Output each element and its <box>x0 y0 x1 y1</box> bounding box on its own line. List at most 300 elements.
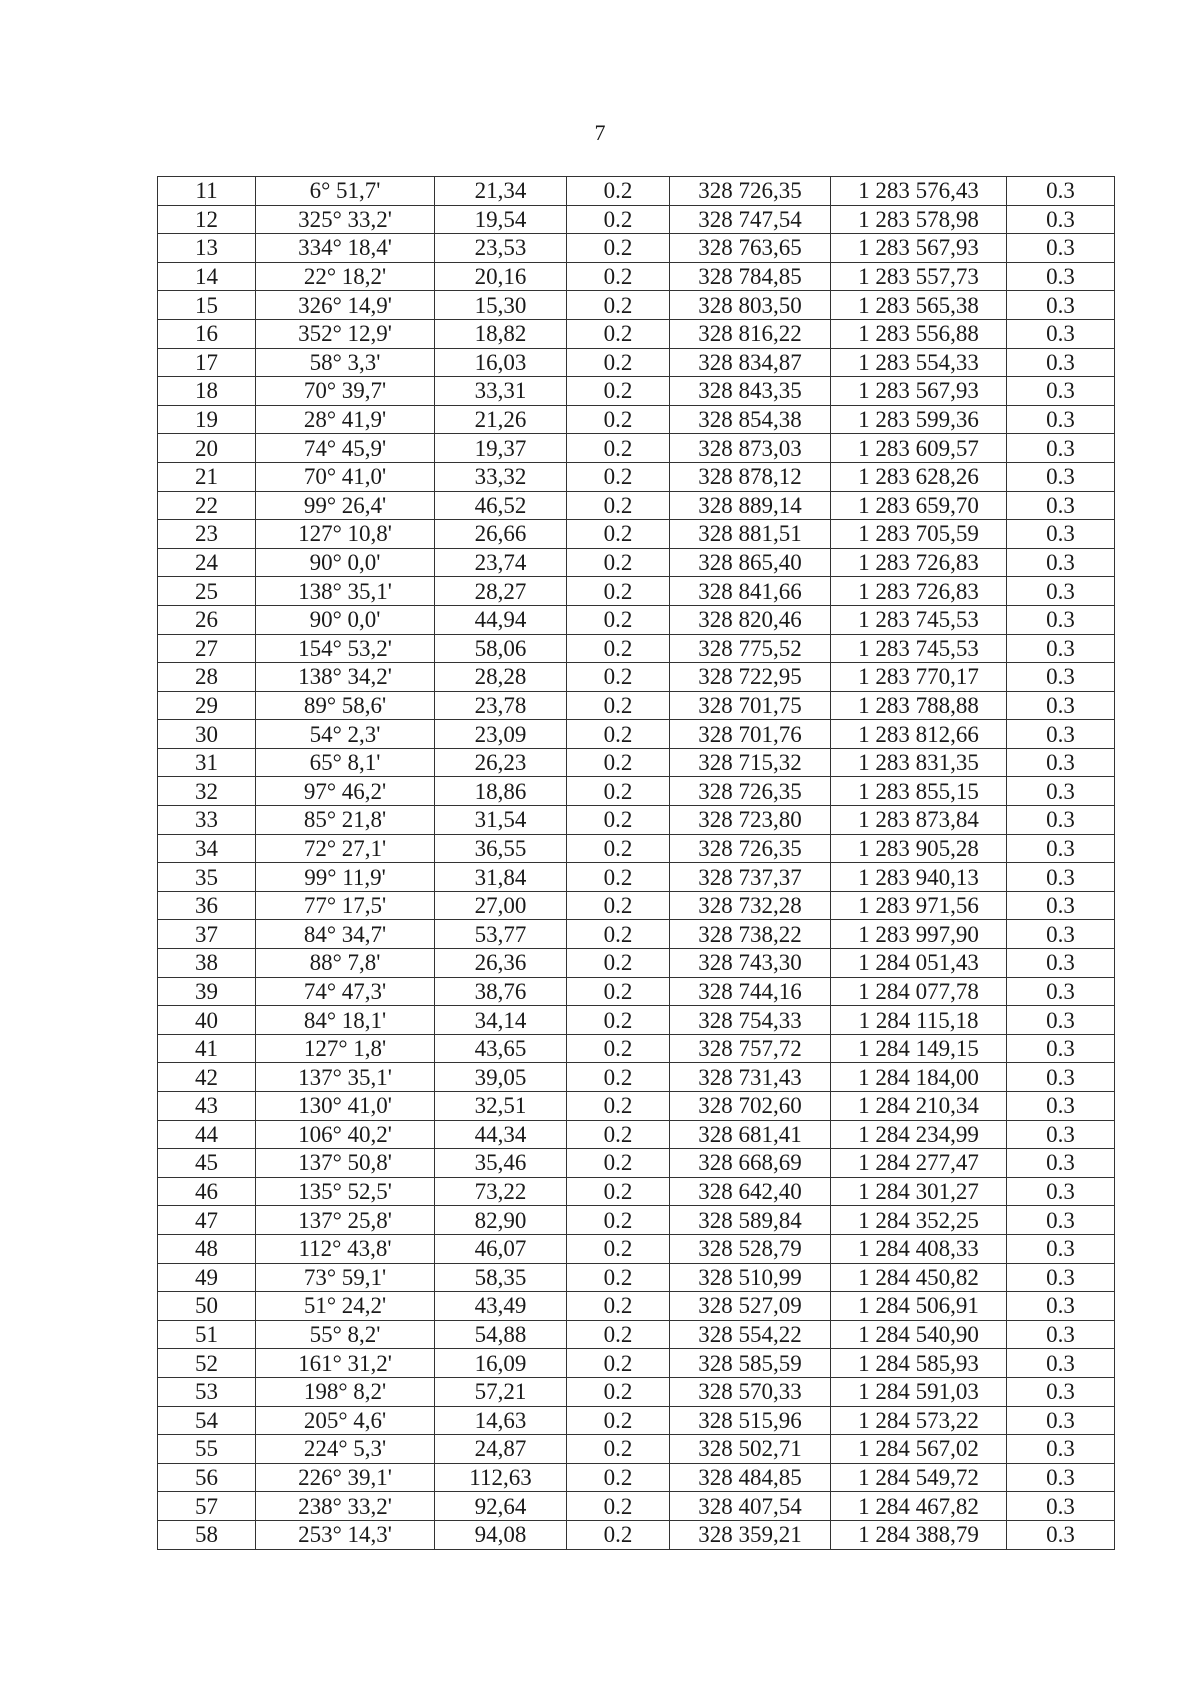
y-coordinate-cell: 1 284 585,93 <box>831 1349 1007 1378</box>
y-coordinate-cell: 1 284 540,90 <box>831 1320 1007 1349</box>
position-error-cell: 0.3 <box>1007 234 1115 263</box>
length-cell: 46,52 <box>435 491 567 520</box>
direction-angle-cell: 88° 7,8' <box>256 949 435 978</box>
y-coordinate-cell: 1 284 301,27 <box>831 1177 1007 1206</box>
table-row <box>158 1377 1115 1406</box>
direction-angle-cell: 54° 2,3' <box>256 720 435 749</box>
direction-angle-cell: 127° 10,8' <box>256 520 435 549</box>
accuracy-cell: 0.2 <box>567 834 670 863</box>
x-coordinate-cell: 328 527,09 <box>670 1292 831 1321</box>
length-cell: 31,84 <box>435 863 567 892</box>
y-coordinate-cell: 1 283 567,93 <box>831 377 1007 406</box>
accuracy-cell: 0.2 <box>567 1263 670 1292</box>
position-error-cell: 0.3 <box>1007 920 1115 949</box>
accuracy-cell: 0.2 <box>567 1120 670 1149</box>
y-coordinate-cell: 1 283 705,59 <box>831 520 1007 549</box>
x-coordinate-cell: 328 732,28 <box>670 891 831 920</box>
point-number-cell: 58 <box>158 1520 256 1549</box>
table-row <box>158 1092 1115 1121</box>
position-error-cell: 0.3 <box>1007 1177 1115 1206</box>
x-coordinate-cell: 328 775,52 <box>670 634 831 663</box>
point-number-cell: 22 <box>158 491 256 520</box>
point-number-cell: 41 <box>158 1034 256 1063</box>
position-error-cell: 0.3 <box>1007 462 1115 491</box>
length-cell: 20,16 <box>435 262 567 291</box>
accuracy-cell: 0.2 <box>567 348 670 377</box>
length-cell: 38,76 <box>435 977 567 1006</box>
table-row <box>158 1263 1115 1292</box>
accuracy-cell: 0.2 <box>567 663 670 692</box>
table-row <box>158 605 1115 634</box>
accuracy-cell: 0.2 <box>567 291 670 320</box>
y-coordinate-cell: 1 284 567,02 <box>831 1435 1007 1464</box>
position-error-cell: 0.3 <box>1007 663 1115 692</box>
table-row <box>158 462 1115 491</box>
y-coordinate-cell: 1 283 745,53 <box>831 605 1007 634</box>
direction-angle-cell: 28° 41,9' <box>256 405 435 434</box>
accuracy-cell: 0.2 <box>567 605 670 634</box>
table-row <box>158 1292 1115 1321</box>
point-number-cell: 54 <box>158 1406 256 1435</box>
x-coordinate-cell: 328 738,22 <box>670 920 831 949</box>
table-row <box>158 949 1115 978</box>
y-coordinate-cell: 1 283 745,53 <box>831 634 1007 663</box>
x-coordinate-cell: 328 881,51 <box>670 520 831 549</box>
table-row <box>158 891 1115 920</box>
x-coordinate-cell: 328 816,22 <box>670 319 831 348</box>
table-row <box>158 1463 1115 1492</box>
length-cell: 16,09 <box>435 1349 567 1378</box>
y-coordinate-cell: 1 284 277,47 <box>831 1149 1007 1178</box>
position-error-cell: 0.3 <box>1007 177 1115 206</box>
length-cell: 32,51 <box>435 1092 567 1121</box>
length-cell: 39,05 <box>435 1063 567 1092</box>
point-number-cell: 36 <box>158 891 256 920</box>
table-row <box>158 262 1115 291</box>
position-error-cell: 0.3 <box>1007 977 1115 1006</box>
position-error-cell: 0.3 <box>1007 720 1115 749</box>
length-cell: 26,36 <box>435 949 567 978</box>
x-coordinate-cell: 328 515,96 <box>670 1406 831 1435</box>
x-coordinate-cell: 328 681,41 <box>670 1120 831 1149</box>
x-coordinate-cell: 328 854,38 <box>670 405 831 434</box>
table-row <box>158 377 1115 406</box>
direction-angle-cell: 85° 21,8' <box>256 806 435 835</box>
x-coordinate-cell: 328 407,54 <box>670 1492 831 1521</box>
direction-angle-cell: 99° 11,9' <box>256 863 435 892</box>
x-coordinate-cell: 328 784,85 <box>670 262 831 291</box>
y-coordinate-cell: 1 283 554,33 <box>831 348 1007 377</box>
table-row <box>158 1063 1115 1092</box>
x-coordinate-cell: 328 834,87 <box>670 348 831 377</box>
x-coordinate-cell: 328 726,35 <box>670 834 831 863</box>
length-cell: 23,09 <box>435 720 567 749</box>
x-coordinate-cell: 328 743,30 <box>670 949 831 978</box>
point-number-cell: 19 <box>158 405 256 434</box>
point-number-cell: 57 <box>158 1492 256 1521</box>
position-error-cell: 0.3 <box>1007 1435 1115 1464</box>
direction-angle-cell: 74° 45,9' <box>256 434 435 463</box>
direction-angle-cell: 226° 39,1' <box>256 1463 435 1492</box>
y-coordinate-cell: 1 283 812,66 <box>831 720 1007 749</box>
x-coordinate-cell: 328 841,66 <box>670 577 831 606</box>
position-error-cell: 0.3 <box>1007 1292 1115 1321</box>
direction-angle-cell: 135° 52,5' <box>256 1177 435 1206</box>
position-error-cell: 0.3 <box>1007 348 1115 377</box>
y-coordinate-cell: 1 283 770,17 <box>831 663 1007 692</box>
point-number-cell: 29 <box>158 691 256 720</box>
accuracy-cell: 0.2 <box>567 1406 670 1435</box>
length-cell: 18,82 <box>435 319 567 348</box>
y-coordinate-cell: 1 284 549,72 <box>831 1463 1007 1492</box>
y-coordinate-cell: 1 283 726,83 <box>831 548 1007 577</box>
accuracy-cell: 0.2 <box>567 491 670 520</box>
x-coordinate-cell: 328 484,85 <box>670 1463 831 1492</box>
point-number-cell: 42 <box>158 1063 256 1092</box>
point-number-cell: 14 <box>158 262 256 291</box>
accuracy-cell: 0.2 <box>567 520 670 549</box>
direction-angle-cell: 51° 24,2' <box>256 1292 435 1321</box>
x-coordinate-cell: 328 754,33 <box>670 1006 831 1035</box>
accuracy-cell: 0.2 <box>567 1463 670 1492</box>
position-error-cell: 0.3 <box>1007 577 1115 606</box>
x-coordinate-cell: 328 820,46 <box>670 605 831 634</box>
length-cell: 92,64 <box>435 1492 567 1521</box>
point-number-cell: 46 <box>158 1177 256 1206</box>
accuracy-cell: 0.2 <box>567 405 670 434</box>
table-row <box>158 520 1115 549</box>
position-error-cell: 0.3 <box>1007 548 1115 577</box>
point-number-cell: 24 <box>158 548 256 577</box>
y-coordinate-cell: 1 284 234,99 <box>831 1120 1007 1149</box>
y-coordinate-cell: 1 283 567,93 <box>831 234 1007 263</box>
accuracy-cell: 0.2 <box>567 1234 670 1263</box>
accuracy-cell: 0.2 <box>567 806 670 835</box>
y-coordinate-cell: 1 284 051,43 <box>831 949 1007 978</box>
y-coordinate-cell: 1 283 873,84 <box>831 806 1007 835</box>
y-coordinate-cell: 1 283 726,83 <box>831 577 1007 606</box>
x-coordinate-cell: 328 763,65 <box>670 234 831 263</box>
accuracy-cell: 0.2 <box>567 1063 670 1092</box>
direction-angle-cell: 137° 50,8' <box>256 1149 435 1178</box>
length-cell: 31,54 <box>435 806 567 835</box>
accuracy-cell: 0.2 <box>567 977 670 1006</box>
length-cell: 57,21 <box>435 1377 567 1406</box>
direction-angle-cell: 253° 14,3' <box>256 1520 435 1549</box>
position-error-cell: 0.3 <box>1007 491 1115 520</box>
y-coordinate-cell: 1 284 149,15 <box>831 1034 1007 1063</box>
accuracy-cell: 0.2 <box>567 949 670 978</box>
direction-angle-cell: 97° 46,2' <box>256 777 435 806</box>
direction-angle-cell: 198° 8,2' <box>256 1377 435 1406</box>
y-coordinate-cell: 1 284 352,25 <box>831 1206 1007 1235</box>
table-row <box>158 806 1115 835</box>
direction-angle-cell: 137° 35,1' <box>256 1063 435 1092</box>
accuracy-cell: 0.2 <box>567 691 670 720</box>
direction-angle-cell: 70° 39,7' <box>256 377 435 406</box>
x-coordinate-cell: 328 701,75 <box>670 691 831 720</box>
direction-angle-cell: 99° 26,4' <box>256 491 435 520</box>
point-number-cell: 37 <box>158 920 256 949</box>
direction-angle-cell: 58° 3,3' <box>256 348 435 377</box>
length-cell: 58,06 <box>435 634 567 663</box>
position-error-cell: 0.3 <box>1007 949 1115 978</box>
point-number-cell: 56 <box>158 1463 256 1492</box>
x-coordinate-cell: 328 554,22 <box>670 1320 831 1349</box>
table-row <box>158 1349 1115 1378</box>
table-row <box>158 1206 1115 1235</box>
length-cell: 28,28 <box>435 663 567 692</box>
x-coordinate-cell: 328 589,84 <box>670 1206 831 1235</box>
position-error-cell: 0.3 <box>1007 1492 1115 1521</box>
length-cell: 44,94 <box>435 605 567 634</box>
accuracy-cell: 0.2 <box>567 319 670 348</box>
length-cell: 94,08 <box>435 1520 567 1549</box>
position-error-cell: 0.3 <box>1007 262 1115 291</box>
accuracy-cell: 0.2 <box>567 891 670 920</box>
table-row <box>158 1120 1115 1149</box>
accuracy-cell: 0.2 <box>567 1177 670 1206</box>
x-coordinate-cell: 328 843,35 <box>670 377 831 406</box>
length-cell: 46,07 <box>435 1234 567 1263</box>
x-coordinate-cell: 328 889,14 <box>670 491 831 520</box>
length-cell: 23,78 <box>435 691 567 720</box>
length-cell: 16,03 <box>435 348 567 377</box>
point-number-cell: 33 <box>158 806 256 835</box>
direction-angle-cell: 84° 18,1' <box>256 1006 435 1035</box>
table-row <box>158 205 1115 234</box>
position-error-cell: 0.3 <box>1007 319 1115 348</box>
y-coordinate-cell: 1 283 576,43 <box>831 177 1007 206</box>
position-error-cell: 0.3 <box>1007 291 1115 320</box>
page-number: 7 <box>594 120 606 145</box>
position-error-cell: 0.3 <box>1007 1149 1115 1178</box>
direction-angle-cell: 106° 40,2' <box>256 1120 435 1149</box>
direction-angle-cell: 77° 17,5' <box>256 891 435 920</box>
direction-angle-cell: 22° 18,2' <box>256 262 435 291</box>
length-cell: 26,23 <box>435 748 567 777</box>
position-error-cell: 0.3 <box>1007 1234 1115 1263</box>
table-row <box>158 1149 1115 1178</box>
accuracy-cell: 0.2 <box>567 1492 670 1521</box>
position-error-cell: 0.3 <box>1007 377 1115 406</box>
x-coordinate-cell: 328 747,54 <box>670 205 831 234</box>
x-coordinate-cell: 328 642,40 <box>670 1177 831 1206</box>
table-row <box>158 177 1115 206</box>
table-row <box>158 1177 1115 1206</box>
y-coordinate-cell: 1 284 573,22 <box>831 1406 1007 1435</box>
position-error-cell: 0.3 <box>1007 863 1115 892</box>
length-cell: 34,14 <box>435 1006 567 1035</box>
table-row <box>158 1034 1115 1063</box>
table-row <box>158 548 1115 577</box>
point-number-cell: 20 <box>158 434 256 463</box>
accuracy-cell: 0.2 <box>567 720 670 749</box>
table-row <box>158 634 1115 663</box>
accuracy-cell: 0.2 <box>567 462 670 491</box>
y-coordinate-cell: 1 283 788,88 <box>831 691 1007 720</box>
length-cell: 43,65 <box>435 1034 567 1063</box>
y-coordinate-cell: 1 283 556,88 <box>831 319 1007 348</box>
table-row <box>158 663 1115 692</box>
accuracy-cell: 0.2 <box>567 548 670 577</box>
y-coordinate-cell: 1 283 940,13 <box>831 863 1007 892</box>
position-error-cell: 0.3 <box>1007 748 1115 777</box>
point-number-cell: 31 <box>158 748 256 777</box>
direction-angle-cell: 138° 35,1' <box>256 577 435 606</box>
table-row <box>158 348 1115 377</box>
accuracy-cell: 0.2 <box>567 748 670 777</box>
accuracy-cell: 0.2 <box>567 777 670 806</box>
accuracy-cell: 0.2 <box>567 1206 670 1235</box>
point-number-cell: 35 <box>158 863 256 892</box>
x-coordinate-cell: 328 726,35 <box>670 777 831 806</box>
point-number-cell: 28 <box>158 663 256 692</box>
position-error-cell: 0.3 <box>1007 520 1115 549</box>
x-coordinate-cell: 328 528,79 <box>670 1234 831 1263</box>
direction-angle-cell: 224° 5,3' <box>256 1435 435 1464</box>
length-cell: 33,31 <box>435 377 567 406</box>
direction-angle-cell: 238° 33,2' <box>256 1492 435 1521</box>
table-row <box>158 1492 1115 1521</box>
position-error-cell: 0.3 <box>1007 777 1115 806</box>
direction-angle-cell: 137° 25,8' <box>256 1206 435 1235</box>
length-cell: 112,63 <box>435 1463 567 1492</box>
y-coordinate-cell: 1 284 450,82 <box>831 1263 1007 1292</box>
position-error-cell: 0.3 <box>1007 205 1115 234</box>
point-number-cell: 18 <box>158 377 256 406</box>
length-cell: 14,63 <box>435 1406 567 1435</box>
position-error-cell: 0.3 <box>1007 1206 1115 1235</box>
x-coordinate-cell: 328 878,12 <box>670 462 831 491</box>
point-number-cell: 30 <box>158 720 256 749</box>
length-cell: 35,46 <box>435 1149 567 1178</box>
position-error-cell: 0.3 <box>1007 1520 1115 1549</box>
x-coordinate-cell: 328 737,37 <box>670 863 831 892</box>
direction-angle-cell: 325° 33,2' <box>256 205 435 234</box>
length-cell: 43,49 <box>435 1292 567 1321</box>
direction-angle-cell: 161° 31,2' <box>256 1349 435 1378</box>
point-number-cell: 47 <box>158 1206 256 1235</box>
y-coordinate-cell: 1 283 609,57 <box>831 434 1007 463</box>
point-number-cell: 43 <box>158 1092 256 1121</box>
position-error-cell: 0.3 <box>1007 806 1115 835</box>
point-number-cell: 26 <box>158 605 256 634</box>
point-number-cell: 49 <box>158 1263 256 1292</box>
position-error-cell: 0.3 <box>1007 1377 1115 1406</box>
point-number-cell: 32 <box>158 777 256 806</box>
position-error-cell: 0.3 <box>1007 634 1115 663</box>
length-cell: 19,54 <box>435 205 567 234</box>
accuracy-cell: 0.2 <box>567 434 670 463</box>
y-coordinate-cell: 1 284 184,00 <box>831 1063 1007 1092</box>
y-coordinate-cell: 1 284 591,03 <box>831 1377 1007 1406</box>
accuracy-cell: 0.2 <box>567 1149 670 1178</box>
y-coordinate-cell: 1 283 557,73 <box>831 262 1007 291</box>
position-error-cell: 0.3 <box>1007 1349 1115 1378</box>
direction-angle-cell: 6° 51,7' <box>256 177 435 206</box>
x-coordinate-cell: 328 502,71 <box>670 1435 831 1464</box>
y-coordinate-cell: 1 284 388,79 <box>831 1520 1007 1549</box>
coordinates-table-body <box>158 177 1115 1550</box>
accuracy-cell: 0.2 <box>567 1320 670 1349</box>
y-coordinate-cell: 1 284 506,91 <box>831 1292 1007 1321</box>
point-number-cell: 45 <box>158 1149 256 1178</box>
x-coordinate-cell: 328 359,21 <box>670 1520 831 1549</box>
position-error-cell: 0.3 <box>1007 405 1115 434</box>
table-row <box>158 1406 1115 1435</box>
direction-angle-cell: 73° 59,1' <box>256 1263 435 1292</box>
length-cell: 44,34 <box>435 1120 567 1149</box>
table-row <box>158 1234 1115 1263</box>
position-error-cell: 0.3 <box>1007 1092 1115 1121</box>
accuracy-cell: 0.2 <box>567 1377 670 1406</box>
y-coordinate-cell: 1 283 905,28 <box>831 834 1007 863</box>
accuracy-cell: 0.2 <box>567 634 670 663</box>
x-coordinate-cell: 328 570,33 <box>670 1377 831 1406</box>
point-number-cell: 21 <box>158 462 256 491</box>
point-number-cell: 11 <box>158 177 256 206</box>
length-cell: 23,74 <box>435 548 567 577</box>
y-coordinate-cell: 1 283 831,35 <box>831 748 1007 777</box>
x-coordinate-cell: 328 726,35 <box>670 177 831 206</box>
point-number-cell: 50 <box>158 1292 256 1321</box>
table-row <box>158 1006 1115 1035</box>
point-number-cell: 44 <box>158 1120 256 1149</box>
x-coordinate-cell: 328 722,95 <box>670 663 831 692</box>
direction-angle-cell: 74° 47,3' <box>256 977 435 1006</box>
accuracy-cell: 0.2 <box>567 1435 670 1464</box>
table-row <box>158 977 1115 1006</box>
position-error-cell: 0.3 <box>1007 691 1115 720</box>
x-coordinate-cell: 328 702,60 <box>670 1092 831 1121</box>
y-coordinate-cell: 1 284 077,78 <box>831 977 1007 1006</box>
table-row <box>158 920 1115 949</box>
length-cell: 36,55 <box>435 834 567 863</box>
length-cell: 54,88 <box>435 1320 567 1349</box>
point-number-cell: 16 <box>158 319 256 348</box>
x-coordinate-cell: 328 585,59 <box>670 1349 831 1378</box>
position-error-cell: 0.3 <box>1007 1406 1115 1435</box>
x-coordinate-cell: 328 668,69 <box>670 1149 831 1178</box>
direction-angle-cell: 138° 34,2' <box>256 663 435 692</box>
y-coordinate-cell: 1 283 997,90 <box>831 920 1007 949</box>
accuracy-cell: 0.2 <box>567 577 670 606</box>
direction-angle-cell: 72° 27,1' <box>256 834 435 863</box>
point-number-cell: 25 <box>158 577 256 606</box>
position-error-cell: 0.3 <box>1007 891 1115 920</box>
direction-angle-cell: 326° 14,9' <box>256 291 435 320</box>
accuracy-cell: 0.2 <box>567 177 670 206</box>
length-cell: 73,22 <box>435 1177 567 1206</box>
direction-angle-cell: 205° 4,6' <box>256 1406 435 1435</box>
direction-angle-cell: 352° 12,9' <box>256 319 435 348</box>
x-coordinate-cell: 328 873,03 <box>670 434 831 463</box>
y-coordinate-cell: 1 283 599,36 <box>831 405 1007 434</box>
point-number-cell: 13 <box>158 234 256 263</box>
position-error-cell: 0.3 <box>1007 1034 1115 1063</box>
position-error-cell: 0.3 <box>1007 834 1115 863</box>
length-cell: 21,34 <box>435 177 567 206</box>
table-row <box>158 691 1115 720</box>
x-coordinate-cell: 328 731,43 <box>670 1063 831 1092</box>
table-row <box>158 863 1115 892</box>
point-number-cell: 53 <box>158 1377 256 1406</box>
point-number-cell: 40 <box>158 1006 256 1035</box>
y-coordinate-cell: 1 284 210,34 <box>831 1092 1007 1121</box>
table-row <box>158 748 1115 777</box>
table-row <box>158 1320 1115 1349</box>
